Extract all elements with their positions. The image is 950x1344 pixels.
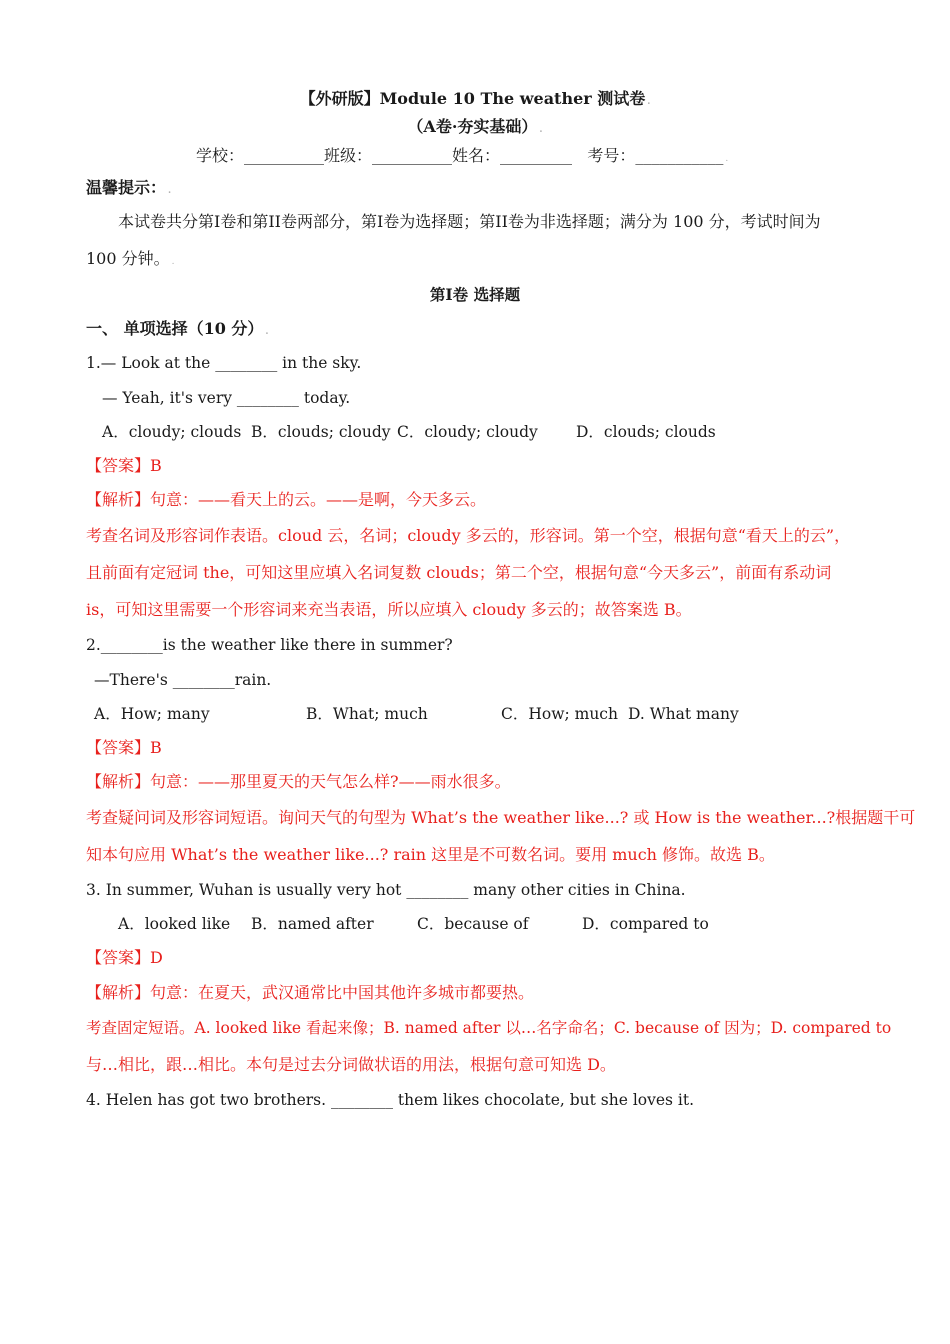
question-2-stem: 2.________is the weather like there in summer?: [86, 636, 453, 654]
question-1-analysis: 【解析】句意：——看天上的云。——是啊，今天多云。: [86, 490, 487, 509]
question-2-option-b: B．What; much: [306, 705, 428, 723]
question-1-option-c: C．cloudy; cloudy: [397, 423, 538, 441]
document-subtitle: （A卷·夯实基础） .: [407, 117, 543, 136]
tips-line-2: 100 分钟。 .: [86, 249, 175, 268]
school-field: 学校：__________: [196, 146, 325, 165]
question-3-answer: 【答案】D: [86, 948, 163, 967]
question-3-option-b: B．named after: [251, 915, 374, 933]
question-1-stem: 1.— Look at the ________ in the sky.: [86, 354, 362, 372]
question-3-analysis: 【解析】句意：在夏天，武汉通常比中国其他许多城市都要热。: [86, 983, 535, 1002]
tips-line-1: 本试卷共分第I卷和第II卷两部分，第I卷为选择题；第II卷为非选择题；满分为 100 分，考试时间为: [118, 212, 821, 231]
document-title: 【外研版】Module 10 The weather 测试卷 .: [299, 89, 651, 108]
question-2-analysis: 【解析】句意：——那里夏天的天气怎么样?——雨水很多。: [86, 772, 511, 791]
question-1-stem-2: — Yeah, it's very ________ today.: [102, 389, 351, 407]
question-3-option-c: C．because of: [417, 915, 529, 933]
question-1-option-a: A．cloudy; clouds: [102, 423, 242, 441]
question-1-explain-1: 考查名词及形容词作表语。cloud 云，名词；cloudy 多云的，形容词。第一个空，根据句意“看天上的云”，: [86, 526, 851, 545]
exam-number-field: 考号：___________: [587, 146, 724, 165]
question-1-option-d: D．clouds; clouds: [576, 423, 716, 441]
question-2-explain-1: 考查疑问词及形容词短语。询问天气的句型为 What’s the weather like...? 或 How is the weather...?根据题干可: [86, 808, 916, 827]
question-3-explain-1: 考查固定短语。A. looked like 看起来像；B. named after 以…名字命名；C. because of 因为；D. compared to: [86, 1019, 892, 1037]
tips-heading: 温馨提示： .: [86, 178, 172, 197]
question-2-option-a: A．How; many: [94, 705, 210, 723]
class-field: 班级：__________: [324, 146, 453, 165]
question-1-answer: 【答案】B: [86, 456, 162, 475]
question-1-explain-3: is，可知这里需要一个形容词来充当表语，所以应填入 cloudy 多云的；故答案选 B。: [86, 600, 692, 619]
question-3-option-a: A．looked like: [118, 915, 231, 933]
question-3-option-d: D．compared to: [582, 915, 709, 933]
question-1-option-b: B．clouds; cloudy: [251, 423, 391, 441]
question-2-answer: 【答案】B: [86, 738, 162, 757]
question-3-explain-2: 与…相比，跟…相比。本句是过去分词做状语的用法，根据句意可知选 D。: [86, 1055, 616, 1074]
name-field: 姓名：_________: [452, 146, 573, 165]
question-1-explain-2: 且前面有定冠词 the，可知这里应填入名词复数 clouds；第二个空，根据句意“今天多云”，前面有系动词: [86, 563, 832, 582]
question-2-stem-2: —There's ________rain.: [94, 671, 272, 689]
part-title: 第I卷 选择题: [429, 285, 521, 304]
question-2-option-c: C．How; much: [501, 705, 618, 723]
question-4-stem: 4. Helen has got two brothers. ________ them likes chocolate, but she loves it.: [86, 1091, 695, 1109]
section-heading: 一、 单项选择（10 分） .: [86, 319, 269, 338]
question-2-option-d: D. What many: [628, 705, 739, 723]
question-2-explain-2: 知本句应用 What’s the weather like...? rain 这里是不可数名词。要用 much 修饰。故选 B。: [86, 845, 775, 864]
info-fields: 学校：__________班级：__________姓名：_________ 考号：___________ .: [196, 146, 729, 165]
question-3-stem: 3. In summer, Wuhan is usually very hot ________ many other cities in China.: [86, 881, 686, 899]
